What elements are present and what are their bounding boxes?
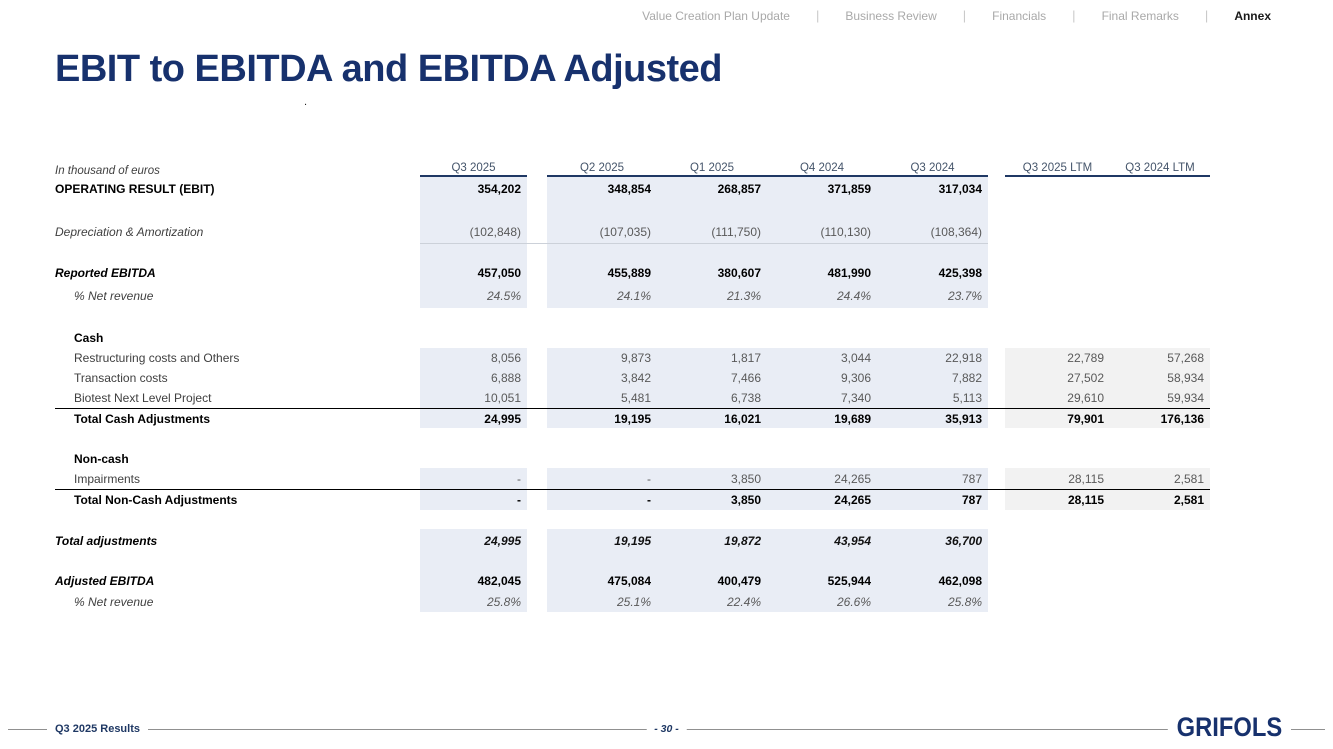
table-spacer-row (55, 552, 1210, 570)
row-label: OPERATING RESULT (EBIT) (55, 181, 215, 196)
table-row (55, 449, 1210, 468)
value-cell (547, 244, 657, 262)
value-cell: 19,872 (724, 533, 761, 548)
row-label: Adjusted EBITDA (55, 574, 155, 588)
row-label: Cash (74, 330, 104, 345)
value-cell: 3,850 (730, 471, 761, 486)
value-cell (767, 449, 877, 468)
value-cell: 10,051 (420, 388, 527, 408)
stray-dot: . (304, 96, 308, 108)
value-cell (1005, 220, 1110, 244)
value-cell: - (647, 471, 651, 486)
value-cell: 28,115 (1068, 471, 1104, 486)
nav-item-business-review[interactable]: Business Review (845, 8, 937, 23)
value-cell: 24,265 (834, 493, 871, 507)
value-cell: 21.3% (726, 289, 761, 303)
table-row (55, 368, 1210, 388)
value-cell (1110, 200, 1210, 220)
value-cell: 9,873 (620, 351, 651, 365)
value-cell: 462,098 (938, 574, 982, 588)
value-cell: 6,738 (730, 391, 761, 405)
value-cell: 457,050 (420, 262, 527, 284)
value-cell: 26.6% (836, 595, 871, 609)
value-cell (1110, 327, 1210, 348)
value-cell: 5,113 (952, 391, 982, 405)
column-header: Q3 2024 (910, 162, 955, 174)
page-title: EBIT to EBITDA and EBITDA Adjusted (55, 48, 722, 90)
value-cell: 24,265 (834, 471, 871, 486)
value-cell (1005, 177, 1110, 200)
value-cell (767, 552, 877, 570)
row-label: Transaction costs (74, 371, 168, 385)
value-cell: 19,195 (614, 411, 651, 426)
row-label: Total adjustments (55, 533, 158, 548)
value-cell: 482,045 (420, 570, 527, 592)
value-cell (1110, 449, 1210, 468)
value-cell (657, 449, 767, 468)
value-cell (1110, 177, 1210, 200)
nav-separator: | (1204, 8, 1209, 23)
value-cell (767, 308, 877, 327)
value-cell: 19,689 (834, 411, 871, 426)
value-cell (1005, 262, 1110, 284)
value-cell (657, 308, 767, 327)
table-spacer-row (55, 428, 1210, 449)
table-row (55, 408, 1210, 428)
nav-item-annex[interactable]: Annex (1234, 8, 1271, 23)
row-label (55, 428, 420, 449)
value-cell (877, 200, 988, 220)
row-label: Non-cash (74, 451, 129, 466)
value-cell: 25.1% (616, 595, 651, 609)
value-cell: 22,789 (1067, 351, 1104, 365)
value-cell: 475,084 (607, 574, 651, 588)
value-cell: 57,268 (1167, 351, 1204, 365)
value-cell (1110, 220, 1210, 244)
table-row (55, 177, 1210, 200)
table-spacer-row (55, 308, 1210, 327)
value-cell: 22.4% (726, 595, 761, 609)
value-cell (547, 552, 657, 570)
table-spacer-row (55, 510, 1210, 529)
row-label (55, 552, 420, 570)
value-cell: 58,934 (1167, 371, 1204, 385)
table-body (55, 177, 1210, 612)
value-cell: 19,195 (614, 533, 651, 548)
value-cell (877, 308, 988, 327)
value-cell (420, 510, 527, 529)
value-cell: 23.7% (947, 289, 982, 303)
value-cell (1005, 592, 1110, 612)
value-cell (420, 244, 527, 262)
value-cell (547, 449, 657, 468)
table-row (55, 529, 1210, 552)
value-cell (657, 428, 767, 449)
column-header: Q3 2024 LTM (1125, 162, 1195, 174)
value-cell: 27,502 (1067, 371, 1104, 385)
value-cell: 6,888 (420, 368, 527, 388)
value-cell (1005, 308, 1110, 327)
value-cell (877, 449, 988, 468)
value-cell: 29,610 (1067, 391, 1104, 405)
value-cell (657, 244, 767, 262)
value-cell: 24.1% (616, 289, 651, 303)
value-cell (1110, 428, 1210, 449)
table-row (55, 388, 1210, 408)
row-label: Total Cash Adjustments (74, 411, 211, 426)
unit-label: In thousand of euros (55, 165, 160, 177)
value-cell (1005, 510, 1110, 529)
value-cell (877, 552, 988, 570)
section-nav (616, 8, 1281, 23)
table-row (55, 592, 1210, 612)
value-cell: 317,034 (938, 181, 982, 196)
value-cell (1005, 552, 1110, 570)
value-cell: 24,995 (420, 529, 527, 552)
value-cell: 787 (961, 471, 982, 486)
value-cell (1110, 529, 1210, 552)
value-cell (547, 200, 657, 220)
row-label: % Net revenue (74, 595, 154, 609)
value-cell (1005, 327, 1110, 348)
value-cell (1005, 244, 1110, 262)
value-cell (877, 244, 988, 262)
grifols-logo: GRIFOLS (1168, 712, 1291, 743)
nav-separator: | (815, 8, 820, 23)
value-cell: 1,817 (730, 351, 761, 365)
value-cell: 400,479 (717, 574, 761, 588)
value-cell: 371,859 (827, 181, 871, 196)
value-cell (657, 327, 767, 348)
value-cell: 525,944 (827, 574, 871, 588)
table-row (55, 489, 1210, 510)
value-cell: 7,882 (951, 371, 982, 385)
column-header: Q2 2025 (579, 162, 625, 174)
value-cell: 25.8% (947, 595, 982, 609)
value-cell: 7,466 (730, 371, 761, 385)
value-cell (877, 428, 988, 449)
value-cell: 25.8% (420, 592, 527, 612)
value-cell: 2,581 (1173, 471, 1204, 486)
value-cell: (111,750) (711, 225, 761, 239)
value-cell (767, 428, 877, 449)
value-cell (657, 200, 767, 220)
nav-item-final-remarks[interactable]: Final Remarks (1101, 8, 1179, 23)
value-cell (657, 510, 767, 529)
value-cell: 348,854 (607, 181, 651, 196)
value-cell (547, 510, 657, 529)
row-label: Total Non-Cash Adjustments (74, 493, 238, 507)
value-cell: - (420, 468, 527, 489)
page-number: - 30 - (646, 723, 687, 735)
value-cell: 268,857 (717, 181, 761, 196)
value-cell: (108,364) (930, 225, 982, 239)
value-cell (767, 244, 877, 262)
value-cell: 79,901 (1067, 411, 1104, 426)
value-cell: 9,306 (840, 371, 871, 385)
value-cell (420, 552, 527, 570)
value-cell: 22,918 (945, 351, 982, 365)
value-cell: 43,954 (834, 533, 871, 548)
value-cell: 380,607 (717, 266, 761, 280)
row-label (55, 510, 420, 529)
value-cell (1005, 200, 1110, 220)
value-cell (420, 449, 527, 468)
value-cell: 35,913 (945, 411, 982, 426)
nav-separator: | (1072, 8, 1076, 23)
column-header: Q3 2025 (420, 160, 527, 177)
value-cell: 24,995 (420, 409, 527, 428)
value-cell (420, 200, 527, 220)
value-cell: 176,136 (1160, 411, 1204, 426)
column-header: Q4 2024 (799, 162, 845, 174)
value-cell: 3,850 (730, 493, 761, 507)
value-cell: 5,481 (620, 391, 651, 405)
value-cell: 36,700 (945, 533, 982, 548)
table-row (55, 570, 1210, 592)
value-cell: - (647, 493, 651, 507)
row-label: % Net revenue (74, 289, 154, 303)
value-cell (1005, 449, 1110, 468)
value-cell (420, 428, 527, 449)
table-spacer-row (55, 200, 1210, 220)
value-cell (547, 428, 657, 449)
value-cell: 3,044 (840, 351, 871, 365)
column-header: Q1 2025 (689, 162, 735, 174)
nav-item-financials[interactable]: Financials (992, 8, 1047, 23)
value-cell (420, 308, 527, 327)
value-cell: 7,340 (840, 391, 871, 405)
footer-deck-title: Q3 2025 Results (47, 723, 148, 735)
table-spacer-row (55, 244, 1210, 262)
value-cell (1110, 592, 1210, 612)
value-cell (1110, 552, 1210, 570)
value-cell (547, 308, 657, 327)
table-row (55, 468, 1210, 489)
value-cell (877, 327, 988, 348)
table-row (55, 327, 1210, 348)
value-cell: 8,056 (420, 348, 527, 368)
nav-item-value-creation-plan-update[interactable]: Value Creation Plan Update (642, 8, 790, 23)
value-cell (657, 552, 767, 570)
table-header-row (55, 160, 1210, 177)
value-cell: 3,842 (620, 371, 651, 385)
value-cell (767, 327, 877, 348)
financial-table (55, 160, 1210, 612)
row-label: Biotest Next Level Project (74, 391, 212, 405)
value-cell: - (420, 490, 527, 510)
value-cell: (107,035) (599, 225, 651, 239)
value-cell (1110, 284, 1210, 308)
value-cell (420, 327, 527, 348)
value-cell (1005, 284, 1110, 308)
value-cell (767, 510, 877, 529)
value-cell (1110, 244, 1210, 262)
value-cell (1005, 428, 1110, 449)
value-cell (1110, 308, 1210, 327)
value-cell: 59,934 (1167, 391, 1204, 405)
value-cell: 16,021 (724, 411, 761, 426)
value-cell: 455,889 (607, 266, 651, 280)
value-cell: (102,848) (420, 220, 527, 244)
row-label (55, 308, 420, 327)
table-row (55, 262, 1210, 284)
value-cell (877, 510, 988, 529)
value-cell (547, 327, 657, 348)
row-label (55, 244, 420, 262)
row-label: Depreciation & Amortization (55, 225, 204, 239)
value-cell: 481,990 (827, 266, 871, 280)
value-cell: 2,581 (1173, 493, 1204, 507)
value-cell (1005, 529, 1110, 552)
value-cell: 425,398 (938, 266, 982, 280)
value-cell: 354,202 (420, 177, 527, 200)
value-cell (1110, 570, 1210, 592)
row-label: Impairments (74, 471, 141, 486)
nav-separator: | (962, 8, 967, 23)
value-cell: (110,130) (820, 225, 871, 239)
row-label: Restructuring costs and Others (74, 351, 240, 365)
column-header: Q3 2025 LTM (1022, 162, 1093, 174)
table-row (55, 284, 1210, 308)
row-label (55, 200, 420, 220)
table-row (55, 220, 1210, 244)
row-label: Reported EBITDA (55, 266, 156, 280)
value-cell (1110, 510, 1210, 529)
value-cell: 24.4% (836, 289, 871, 303)
value-cell: 24.5% (420, 284, 527, 308)
value-cell (767, 200, 877, 220)
value-cell (1110, 262, 1210, 284)
value-cell (1005, 570, 1110, 592)
value-cell: 28,115 (1067, 493, 1104, 507)
table-row (55, 348, 1210, 368)
value-cell: 787 (961, 493, 982, 507)
